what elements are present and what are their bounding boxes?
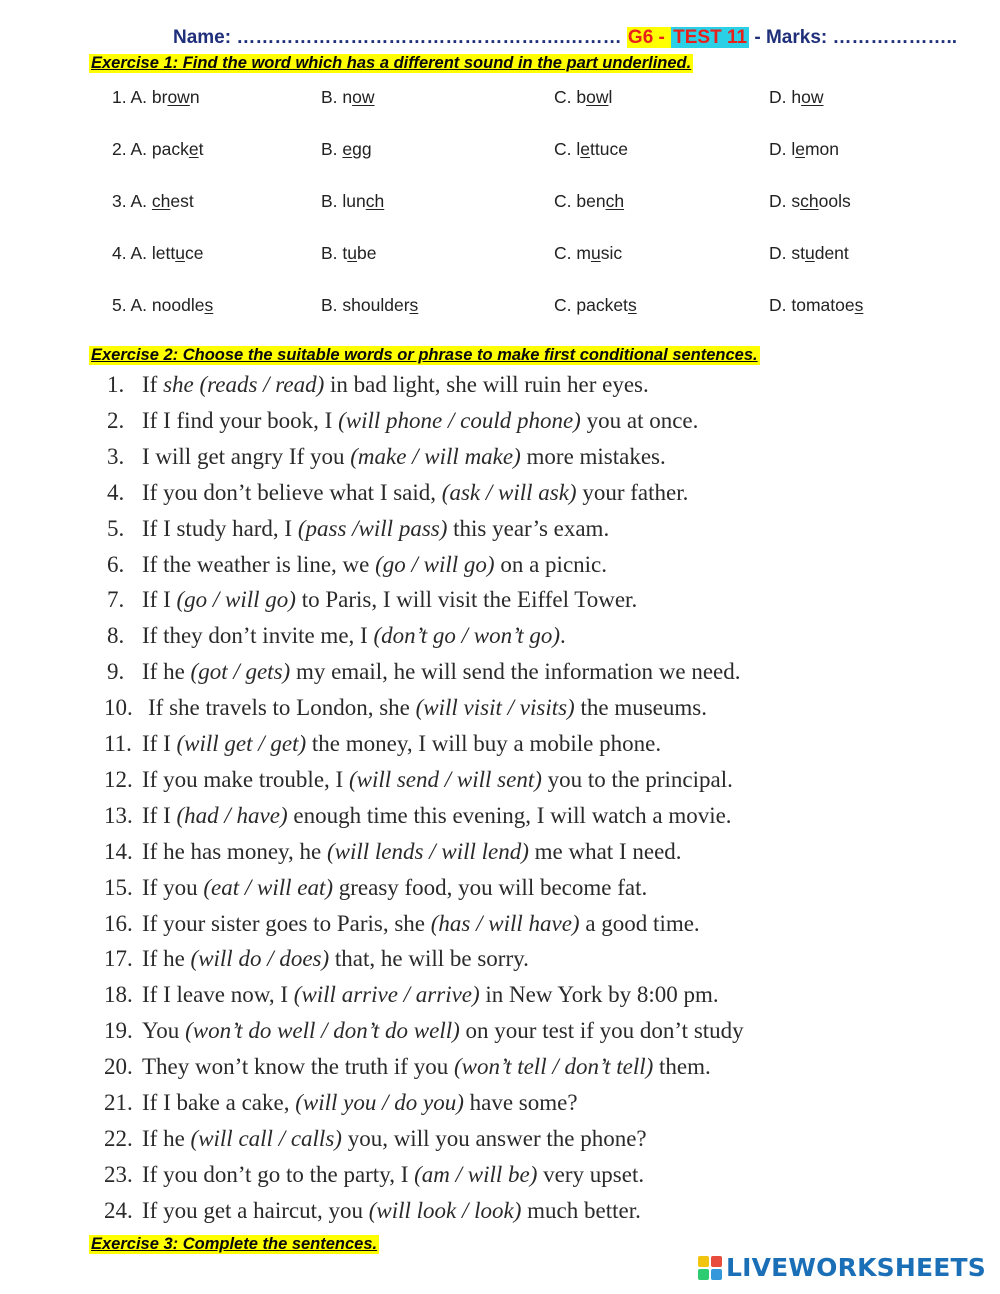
exercise-1-option: D. how: [769, 87, 824, 107]
choice-options: (will get / get): [176, 731, 307, 756]
exercise-1-option: C. packets: [554, 295, 637, 315]
sentence-number: 21.: [104, 1090, 133, 1115]
choice-options: (am / will be): [414, 1161, 538, 1187]
sentence-number: 10.: [104, 695, 133, 721]
choice-options: (go / will go): [375, 551, 495, 577]
exercise-1-option: 1. A. brown: [112, 87, 200, 107]
worksheet-header: [173, 27, 957, 49]
choice-options: (will do / does): [190, 946, 330, 972]
exercise-3-title: Exercise 3: Complete the sentences.: [91, 1235, 378, 1253]
exercise-2-title: Exercise 2: Choose the suitable words or phrase to make first conditional sentences.: [91, 346, 758, 364]
choice-options: (go / will go): [176, 587, 296, 613]
exercise-1-option: C. music: [554, 243, 623, 263]
liveworksheets-mark-icon: [697, 1255, 723, 1281]
exercise-1-option: 5. A. noodles: [112, 295, 214, 315]
name-label: Name: …………………………………………….………: [173, 27, 627, 48]
exercise-1-option: D. lemon: [769, 139, 840, 159]
sentence-number: 19.: [104, 1018, 133, 1044]
sentence-number: 1.: [107, 372, 125, 397]
exercise-1-option: B. now: [321, 87, 375, 107]
sentence-number: 22.: [104, 1125, 133, 1151]
choice-options: (make / will make): [350, 443, 521, 469]
choice-options: (got / gets): [190, 659, 291, 685]
sentence-number: 23.: [104, 1161, 133, 1187]
exercise-1-option: D. student: [769, 243, 849, 263]
sentence-number: 3.: [107, 443, 125, 469]
choice-options: (had / have): [176, 802, 288, 828]
sentence-number: 2.: [107, 407, 125, 433]
sentence-number: 7.: [107, 587, 125, 613]
choice-options: (has / will have): [430, 910, 580, 936]
choice-options: (ask / will ask): [441, 479, 577, 505]
sentence-number: 8.: [107, 623, 125, 649]
sentence-number: 20.: [104, 1054, 133, 1080]
sentence-number: 16.: [104, 910, 133, 936]
choice-options: she (reads / read): [163, 372, 325, 397]
sentence-number: 5.: [107, 515, 125, 541]
sentence-number: 13.: [104, 802, 133, 828]
sentence-number: 4.: [107, 479, 125, 505]
choice-options: (eat / will eat): [203, 874, 333, 900]
choice-options: (will call / calls): [190, 1125, 342, 1151]
test-badge: TEST 11: [673, 27, 748, 48]
exercise-1-option: D. schools: [769, 191, 851, 211]
exercise-1-option: B. tube: [321, 243, 377, 263]
choice-options: (will arrive / arrive): [293, 982, 480, 1008]
sentence-number: 24.: [104, 1197, 133, 1223]
choice-options: (pass /will pass): [297, 515, 448, 541]
exercise-1-option: C. lettuce: [554, 139, 628, 159]
exercise-1-option: 3. A. chest: [112, 191, 194, 211]
sentence-number: 17.: [104, 946, 133, 972]
grade-badge: G6 -: [627, 27, 671, 48]
sentence-number: 18.: [104, 982, 133, 1008]
marks-label: - Marks: ………………..: [749, 27, 958, 48]
choice-options: (will visit / visits): [415, 695, 575, 721]
choice-options: (will lends / will lend): [327, 838, 529, 864]
sentence-number: 9.: [107, 659, 125, 685]
exercise-1-option: 2. A. packet: [112, 139, 204, 159]
exercise-1-option: B. shoulders: [321, 295, 419, 315]
choice-options: (will send / will sent): [348, 766, 542, 792]
liveworksheets-logo: [697, 1253, 986, 1282]
choice-options: (won’t tell / don’t tell): [453, 1054, 654, 1080]
choice-options: (will phone / could phone): [338, 407, 581, 433]
logo-text: LIVEWORKSHEETS: [725, 1253, 986, 1282]
choice-options: (will you / do you): [295, 1090, 464, 1115]
exercise-1-option: C. bench: [554, 191, 625, 211]
choice-options: (don’t go / won’t go): [373, 623, 560, 649]
exercise-1-option: 4. A. lettuce: [112, 243, 204, 263]
choice-options: (will look / look): [368, 1197, 522, 1223]
exercise-1-option: B. lunch: [321, 191, 385, 211]
choice-options: (won’t do well / don’t do well): [185, 1018, 460, 1044]
sentence-number: 12.: [104, 766, 133, 792]
exercise-1-option: B. egg: [321, 139, 372, 159]
sentence-number: 14.: [104, 838, 133, 864]
exercise-1-option: C. bowl: [554, 87, 613, 107]
sentence-number: 6.: [107, 551, 125, 577]
exercise-1-title: Exercise 1: Find the word which has a different sound in the part underlined.: [91, 54, 692, 72]
exercise-1-option: D. tomatoes: [769, 295, 864, 315]
sentence-number: 11.: [104, 731, 132, 756]
sentence-number: 15.: [104, 874, 133, 900]
